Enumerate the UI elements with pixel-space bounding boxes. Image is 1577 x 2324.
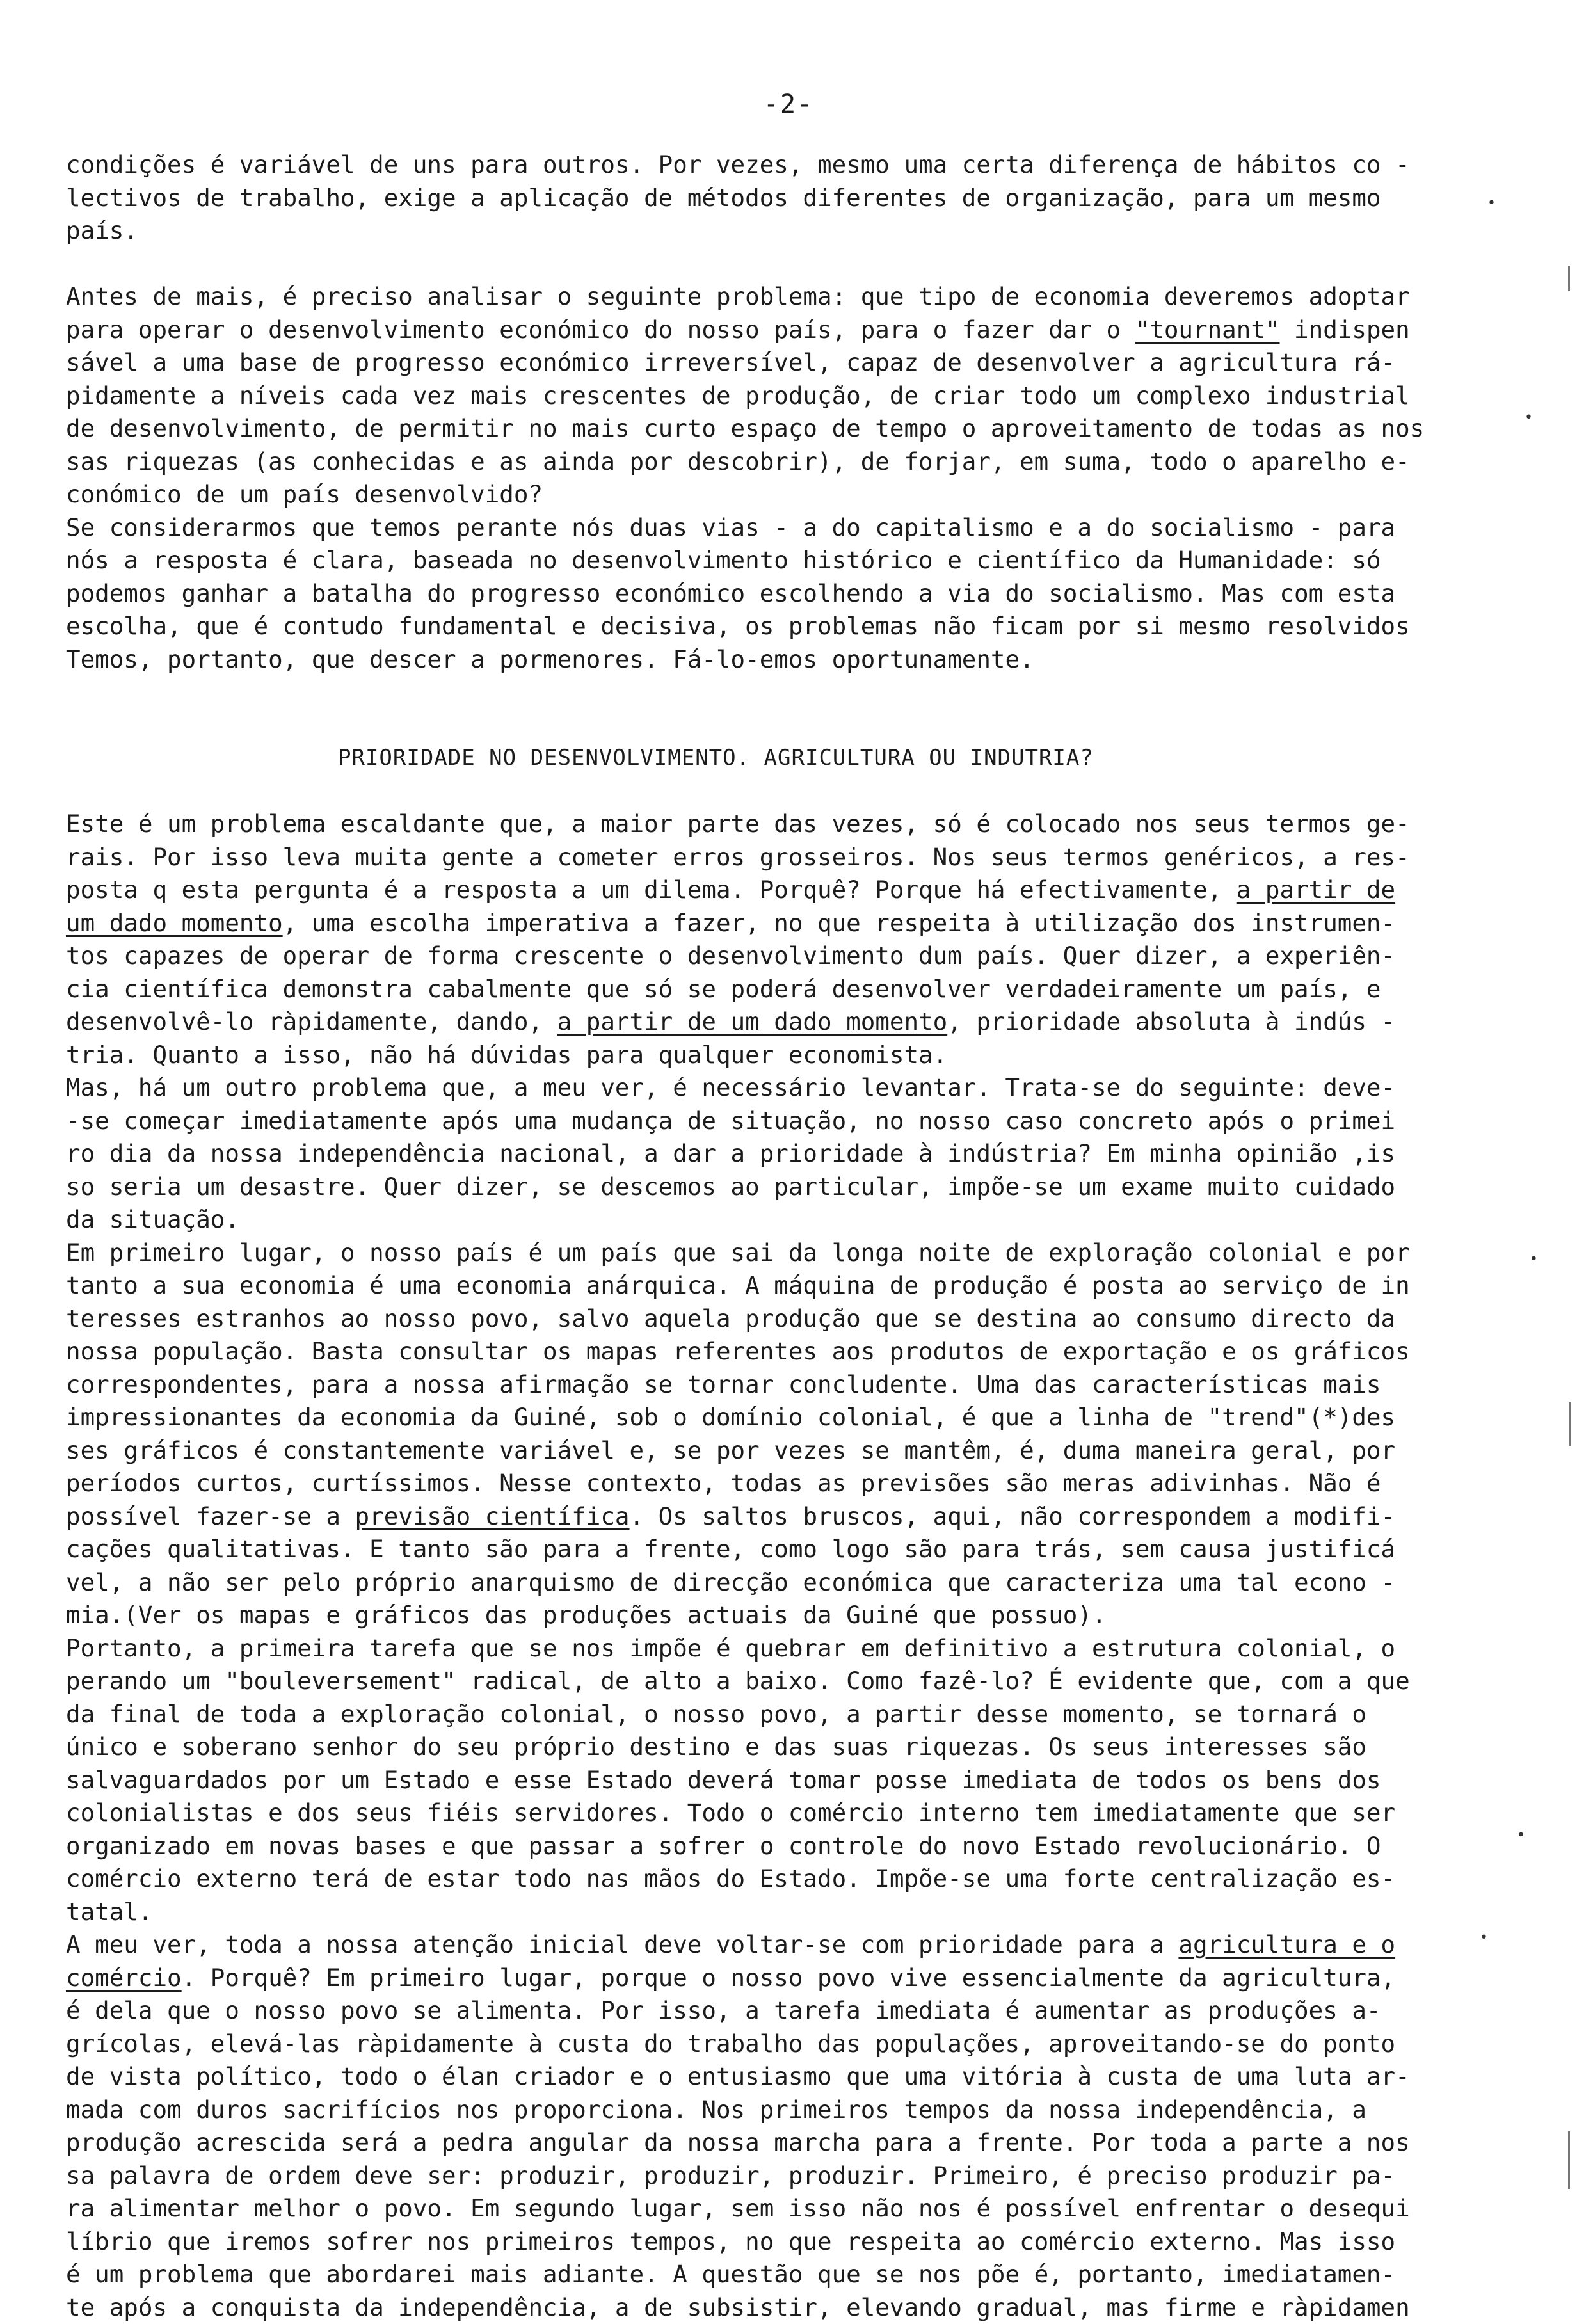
- text-line: Mas, há um outro problema que, a meu ver, é necessário levantar. Trata-se do seguinte: deve-: [66, 1071, 1480, 1105]
- text-line: [66, 314, 1480, 347]
- paragraph: [66, 1237, 1480, 1632]
- text-line: sa palavra de ordem deve ser: produzir, produzir, produzir. Primeiro, é preciso produzir pa-: [66, 2160, 1480, 2193]
- text-line: tria. Quanto a isso, não há dúvidas para qualquer economista.: [66, 1039, 1480, 1072]
- text-line: [66, 907, 1480, 940]
- text-line: Antes de mais, é preciso analisar o seguinte problema: que tipo de economia deveremos adoptar: [66, 280, 1480, 314]
- paragraph: [66, 1632, 1480, 1929]
- text-run: , prioridade absoluta à indús -: [947, 1007, 1395, 1036]
- section-spacer: [66, 676, 1480, 742]
- text-run: posta q esta pergunta é a resposta a um dilema. Porquê? Porque há efectivamente,: [66, 876, 1237, 904]
- paragraph: [66, 1071, 1480, 1237]
- text-line: ra alimentar melhor o povo. Em segundo lugar, sem isso não nos é possível enfrentar o desequi: [66, 2192, 1480, 2225]
- text-line: ses gráficos é constantemente variável e, se por vezes se mantêm, é, duma maneira geral, por: [66, 1434, 1480, 1468]
- body-text: [66, 148, 1480, 2324]
- text-line: nossa população. Basta consultar os mapas referentes aos produtos de exportação e os gráficos: [66, 1335, 1480, 1368]
- text-line: condições é variável de uns para outros. Por vezes, mesmo uma certa diferença de hábitos co -: [66, 148, 1480, 182]
- underlined-term: comércio: [66, 1964, 182, 1992]
- text-line: períodos curtos, curtíssimos. Nesse contexto, todas as previsões são meras adivinhas. Não é: [66, 1467, 1480, 1500]
- scan-speck: •: [1530, 1251, 1538, 1267]
- text-line: da situação.: [66, 1203, 1480, 1237]
- text-line: ro dia da nossa independência nacional, a dar a prioridade à indústria? Em minha opinião ,is: [66, 1137, 1480, 1171]
- text-line: Em primeiro lugar, o nosso país é um país que sai da longa noite de exploração colonial e por: [66, 1237, 1480, 1270]
- paragraph: [66, 511, 1480, 677]
- text-line: de desenvolvimento, de permitir no mais curto espaço de tempo o aproveitamento de todas as nos: [66, 412, 1480, 445]
- text-line: escolha, que é contudo fundamental e decisiva, os problemas não ficam por si mesmo resolvidos: [66, 610, 1480, 643]
- text-line: Temos, portanto, que descer a pormenores. Fá-lo-emos oportunamente.: [66, 643, 1480, 677]
- text-line: teresses estranhos ao nosso povo, salvo aquela produção que se destina ao consumo directo da: [66, 1302, 1480, 1336]
- text-line: Portanto, a primeira tarefa que se nos impõe é quebrar em definitivo a estrutura colonial, o: [66, 1632, 1480, 1665]
- text-line: único e soberano senhor do seu próprio destino e das suas riquezas. Os seus interesses são: [66, 1731, 1480, 1764]
- scan-edge-mark: [1568, 266, 1570, 291]
- text-run: . Os saltos bruscos, aqui, não correspondem a modifi-: [630, 1502, 1396, 1530]
- scan-edge-mark: [1568, 2131, 1570, 2189]
- text-line: cia científica demonstra cabalmente que só se poderá desenvolver verdadeiramente um país, e: [66, 973, 1480, 1006]
- text-line: Se considerarmos que temos perante nós duas vias - a do capitalismo e a do socialismo - para: [66, 511, 1480, 545]
- text-line: correspondentes, para a nossa afirmação se tornar concludente. Uma das características mais: [66, 1368, 1480, 1402]
- text-line: cações qualitativas. E tanto são para a frente, como logo são para trás, sem causa justificá: [66, 1533, 1480, 1566]
- scan-edge-mark: [1569, 1402, 1571, 1446]
- text-line: é um problema que abordarei mais adiante. A questão que se nos põe é, portanto, imediatamen-: [66, 2258, 1480, 2291]
- text-run: desenvolvê-lo ràpidamente, dando,: [66, 1007, 557, 1036]
- text-line: grícolas, elevá-las ràpidamente à custa do trabalho das populações, aproveitando-se do ponto: [66, 2028, 1480, 2061]
- text-line: conómico de um país desenvolvido?: [66, 478, 1480, 511]
- text-run: possível fazer-se a: [66, 1502, 355, 1530]
- text-line: mia.(Ver os mapas e gráficos das produções actuais da Guiné que possuo).: [66, 1599, 1480, 1632]
- section-heading: PRIORIDADE NO DESENVOLVIMENTO. AGRICULTURA OU INDUTRIA?: [66, 742, 1480, 775]
- paragraph: [66, 280, 1480, 511]
- text-line: líbrio que iremos sofrer nos primeiros tempos, no que respeita ao comércio externo. Mas isso: [66, 2225, 1480, 2259]
- underlined-term: "tournant": [1135, 316, 1280, 344]
- text-line: [66, 1928, 1480, 1962]
- text-line: [66, 874, 1480, 907]
- text-line: sável a uma base de progresso económico irreversível, capaz de desenvolver a agricultura rá-: [66, 346, 1480, 380]
- text-run: para operar o desenvolvimento económico do nosso país, para o fazer dar o: [66, 316, 1135, 344]
- text-line: pidamente a níveis cada vez mais crescentes de produção, de criar todo um complexo industrial: [66, 380, 1480, 413]
- text-line: sas riquezas (as conhecidas e as ainda por descobrir), de forjar, em suma, todo o aparelho e-: [66, 445, 1480, 479]
- section-spacer: [66, 775, 1480, 808]
- underlined-term: um dado momento: [66, 909, 283, 937]
- text-line: colonialistas e dos seus fiéis servidores. Todo o comércio interno tem imediatamente que ser: [66, 1797, 1480, 1830]
- text-run: indispen: [1279, 316, 1409, 344]
- text-line: [66, 1962, 1480, 1995]
- underlined-term: previsão científica: [355, 1502, 630, 1530]
- text-line: Este é um problema escaldante que, a maior parte das vezes, só é colocado nos seus termos ge-: [66, 808, 1480, 841]
- underlined-term: a partir de: [1237, 876, 1395, 904]
- text-line: rais. Por isso leva muita gente a cometer erros grosseiros. Nos seus termos genéricos, a res-: [66, 841, 1480, 874]
- scan-speck: •: [1487, 195, 1496, 211]
- text-line: [66, 1006, 1480, 1039]
- paragraph-spacer: [66, 248, 1480, 281]
- text-line: podemos ganhar a batalha do progresso económico escolhendo a via do socialismo. Mas com esta: [66, 577, 1480, 611]
- text-line: de vista político, todo o élan criador e o entusiasmo que uma vitória à custa de uma luta ar-: [66, 2060, 1480, 2094]
- text-line: vel, a não ser pelo próprio anarquismo de direcção económica que caracteriza uma tal econo -: [66, 1566, 1480, 1599]
- text-line: mada com duros sacrifícios nos proporciona. Nos primeiros tempos da nossa independência, a: [66, 2094, 1480, 2127]
- text-line: perando um "bouleversement" radical, de alto a baixo. Como fazê-lo? É evidente que, com a que: [66, 1665, 1480, 1698]
- text-line: tanto a sua economia é uma economia anárquica. A máquina de produção é posta ao serviço de in: [66, 1269, 1480, 1302]
- scan-speck: •: [1517, 1827, 1525, 1843]
- text-line: impressionantes da economia da Guiné, sob o domínio colonial, é que a linha de "trend"(*)des: [66, 1401, 1480, 1434]
- text-line: lectivos de trabalho, exige a aplicação de métodos diferentes de organização, para um mesmo: [66, 182, 1480, 215]
- text-line: [66, 1500, 1480, 1534]
- underlined-term: agricultura e o: [1178, 1930, 1395, 1959]
- text-run: , uma escolha imperativa a fazer, no que respeita à utilização dos instrumen-: [283, 909, 1395, 937]
- scan-speck: •: [1525, 410, 1533, 426]
- text-line: da final de toda a exploração colonial, o nosso povo, a partir desse momento, se tornará o: [66, 1698, 1480, 1731]
- scan-speck: •: [1480, 1930, 1488, 1946]
- text-line: te após a conquista da independência, a de subsistir, elevando gradual, mas firme e ràpidamen: [66, 2291, 1480, 2324]
- paragraph: [66, 148, 1480, 248]
- text-line: so seria um desastre. Quer dizer, se descemos ao particular, impõe-se um exame muito cuidado: [66, 1171, 1480, 1204]
- text-line: comércio externo terá de estar todo nas mãos do Estado. Impõe-se uma forte centralização es-: [66, 1863, 1480, 1896]
- underlined-term: a partir de um dado momento: [557, 1007, 948, 1036]
- text-line: é dela que o nosso povo se alimenta. Por isso, a tarefa imediata é aumentar as produções a-: [66, 1994, 1480, 2028]
- paragraph: [66, 1928, 1480, 2324]
- text-line: tatal.: [66, 1896, 1480, 1929]
- text-line: tos capazes de operar de forma crescente o desenvolvimento dum país. Quer dizer, a experiên-: [66, 940, 1480, 973]
- text-line: produção acrescida será a pedra angular da nossa marcha para a frente. Por toda a parte a nos: [66, 2126, 1480, 2160]
- text-line: -se começar imediatamente após uma mudança de situação, no nosso caso concreto após o primei: [66, 1105, 1480, 1138]
- text-run: . Porquê? Em primeiro lugar, porque o nosso povo vive essencialmente da agricultura,: [182, 1964, 1395, 1992]
- page-number: -2-: [0, 90, 1577, 119]
- paragraph: [66, 808, 1480, 1071]
- text-line: organizado em novas bases e que passar a sofrer o controle do novo Estado revolucionário. O: [66, 1830, 1480, 1863]
- text-line: salvaguardados por um Estado e esse Estado deverá tomar posse imediata de todos os bens dos: [66, 1764, 1480, 1797]
- text-line: nós a resposta é clara, baseada no desenvolvimento histórico e científico da Humanidade: só: [66, 544, 1480, 577]
- text-line: país.: [66, 214, 1480, 248]
- text-run: A meu ver, toda a nossa atenção inicial deve voltar-se com prioridade para a: [66, 1930, 1178, 1959]
